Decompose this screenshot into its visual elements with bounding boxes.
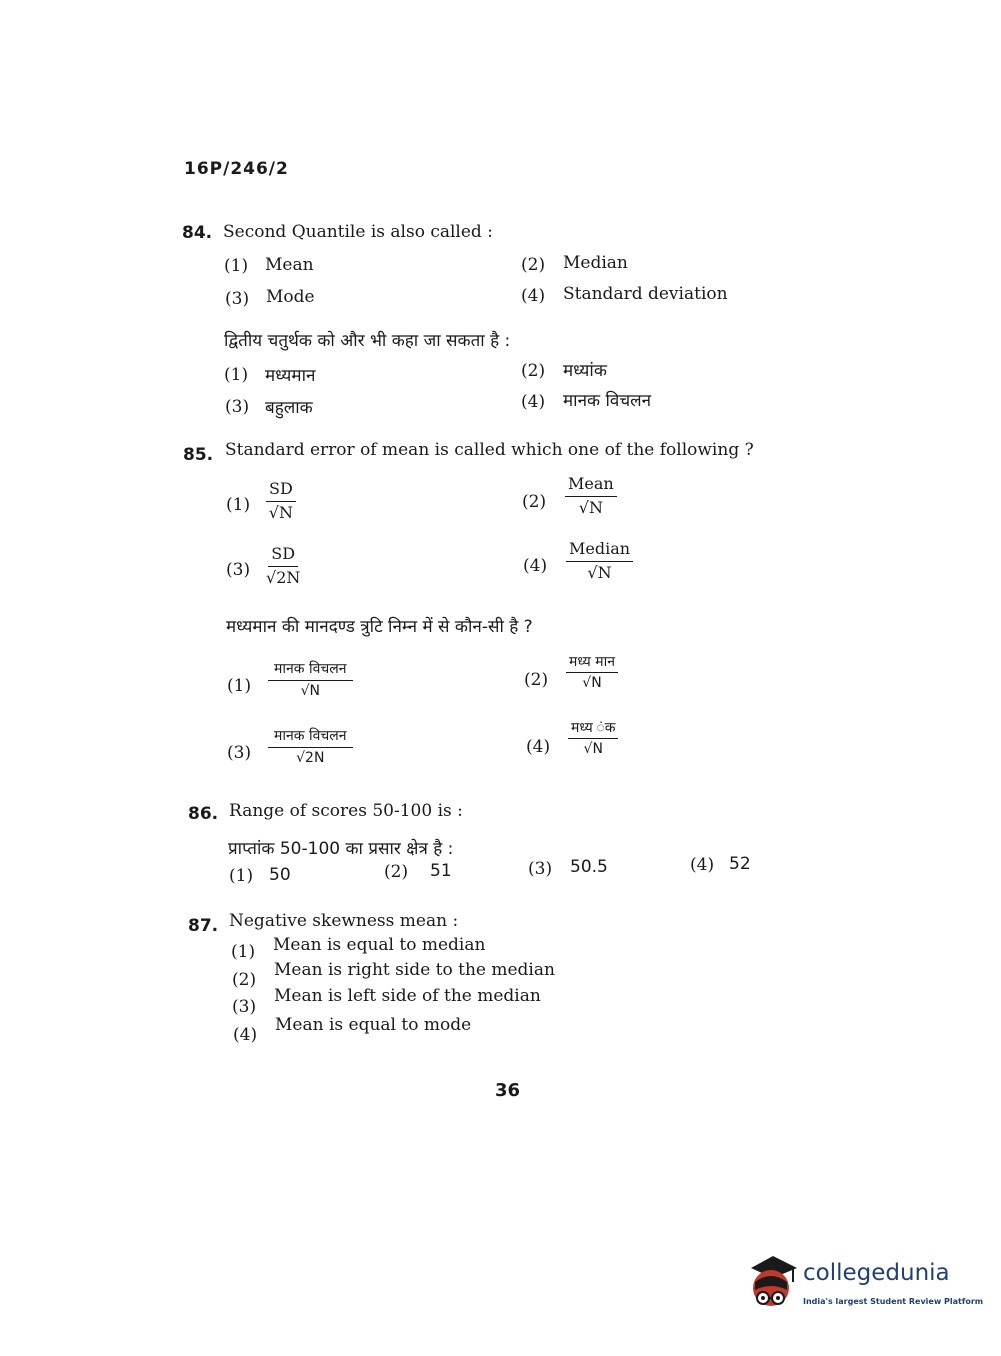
option-text: बहुलाक: [265, 398, 313, 418]
option-number: (2): [232, 970, 257, 990]
option-number: (4): [521, 392, 546, 412]
option-number: (2): [524, 670, 549, 690]
option-text: मध्यांक: [563, 361, 607, 381]
option-text: 50: [269, 865, 291, 885]
fraction-numerator: मध्य ंक: [568, 719, 618, 739]
fraction: [566, 653, 618, 692]
fraction: [268, 727, 353, 767]
option-text: Mean is equal to median: [273, 935, 486, 955]
question-number: 85.: [183, 445, 214, 465]
option-number: (4): [523, 556, 548, 576]
option-text: Mean is right side to the median: [274, 960, 555, 980]
hindi-question-text: मध्यमान की मानदण्ड त्रुटि निम्न में से कौन-सी है ?: [226, 617, 533, 637]
fraction: [266, 479, 296, 524]
collegedunia-logo: [745, 1252, 984, 1316]
fraction: [565, 474, 617, 519]
question-number: 87.: [188, 916, 219, 936]
fraction-numerator: मध्य मान: [566, 653, 618, 673]
fraction: [566, 539, 633, 584]
option-text: Standard deviation: [563, 284, 728, 304]
option-text: मानक विचलन: [563, 391, 652, 411]
option-number: (1): [224, 256, 249, 276]
option-text: मध्यमान: [265, 366, 316, 386]
fraction-denominator: √N: [300, 683, 320, 700]
option-number: (4): [233, 1025, 258, 1045]
fraction-denominator: √2N: [266, 567, 301, 587]
fraction: [266, 544, 300, 589]
option-text: Mean is equal to mode: [275, 1015, 472, 1035]
option-number: (2): [384, 862, 409, 882]
fraction: [568, 719, 618, 758]
fraction-denominator: √N: [268, 502, 293, 522]
option-number: (1): [231, 942, 256, 962]
fraction-numerator: SD: [268, 544, 298, 567]
option-number: (1): [224, 365, 249, 385]
fraction-denominator: √N: [578, 497, 603, 517]
mascot-icon: [745, 1252, 801, 1316]
option-number: (2): [522, 492, 547, 512]
option-text: 52: [729, 854, 751, 874]
option-number: (3): [232, 997, 257, 1017]
option-number: (4): [521, 286, 546, 306]
fraction-numerator: मानक विचलन: [268, 727, 353, 748]
question-number: 84.: [182, 223, 213, 243]
option-text: 50.5: [570, 857, 608, 877]
question-text: Standard error of mean is called which one of the following ?: [225, 440, 754, 460]
question-text: Negative skewness mean :: [229, 911, 459, 931]
option-number: (3): [227, 743, 252, 763]
option-number: (4): [526, 737, 551, 757]
option-number: (3): [225, 289, 250, 309]
option-number: (4): [690, 855, 715, 875]
hindi-question-text: प्राप्तांक 50-100 का प्रसार क्षेत्र है :: [228, 839, 454, 859]
fraction-numerator: Median: [566, 539, 633, 562]
question-number: 86.: [188, 804, 219, 824]
fraction-denominator: √N: [583, 741, 603, 758]
option-text: Mean: [265, 255, 314, 275]
logo-name: collegedunia: [803, 1260, 950, 1286]
fraction-denominator: √N: [582, 675, 602, 692]
option-number: (1): [227, 676, 252, 696]
option-number: (1): [226, 495, 251, 515]
fraction-numerator: Mean: [565, 474, 617, 497]
option-text: Median: [563, 253, 628, 273]
option-number: (1): [229, 866, 254, 886]
fraction: [268, 660, 353, 700]
option-number: (3): [226, 560, 251, 580]
page-number: 36: [495, 1080, 521, 1101]
option-text: 51: [430, 861, 452, 881]
option-text: Mean is left side of the median: [274, 986, 541, 1006]
hindi-question-text: द्वितीय चतुर्थक को और भी कहा जा सकता है :: [224, 331, 511, 351]
fraction-denominator: √N: [587, 562, 612, 582]
paper-code: 16P/246/2: [184, 159, 289, 179]
option-text: Mode: [266, 287, 315, 307]
option-number: (3): [225, 397, 250, 417]
fraction-numerator: SD: [266, 479, 296, 502]
fraction-denominator: √2N: [296, 750, 325, 767]
logo-tagline: India's largest Student Review Platform: [803, 1297, 984, 1306]
option-number: (2): [521, 255, 546, 275]
fraction-numerator: मानक विचलन: [268, 660, 353, 681]
question-text: Range of scores 50-100 is :: [229, 801, 463, 821]
question-text: Second Quantile is also called :: [223, 222, 493, 242]
option-number: (3): [528, 859, 553, 879]
option-number: (2): [521, 361, 546, 381]
